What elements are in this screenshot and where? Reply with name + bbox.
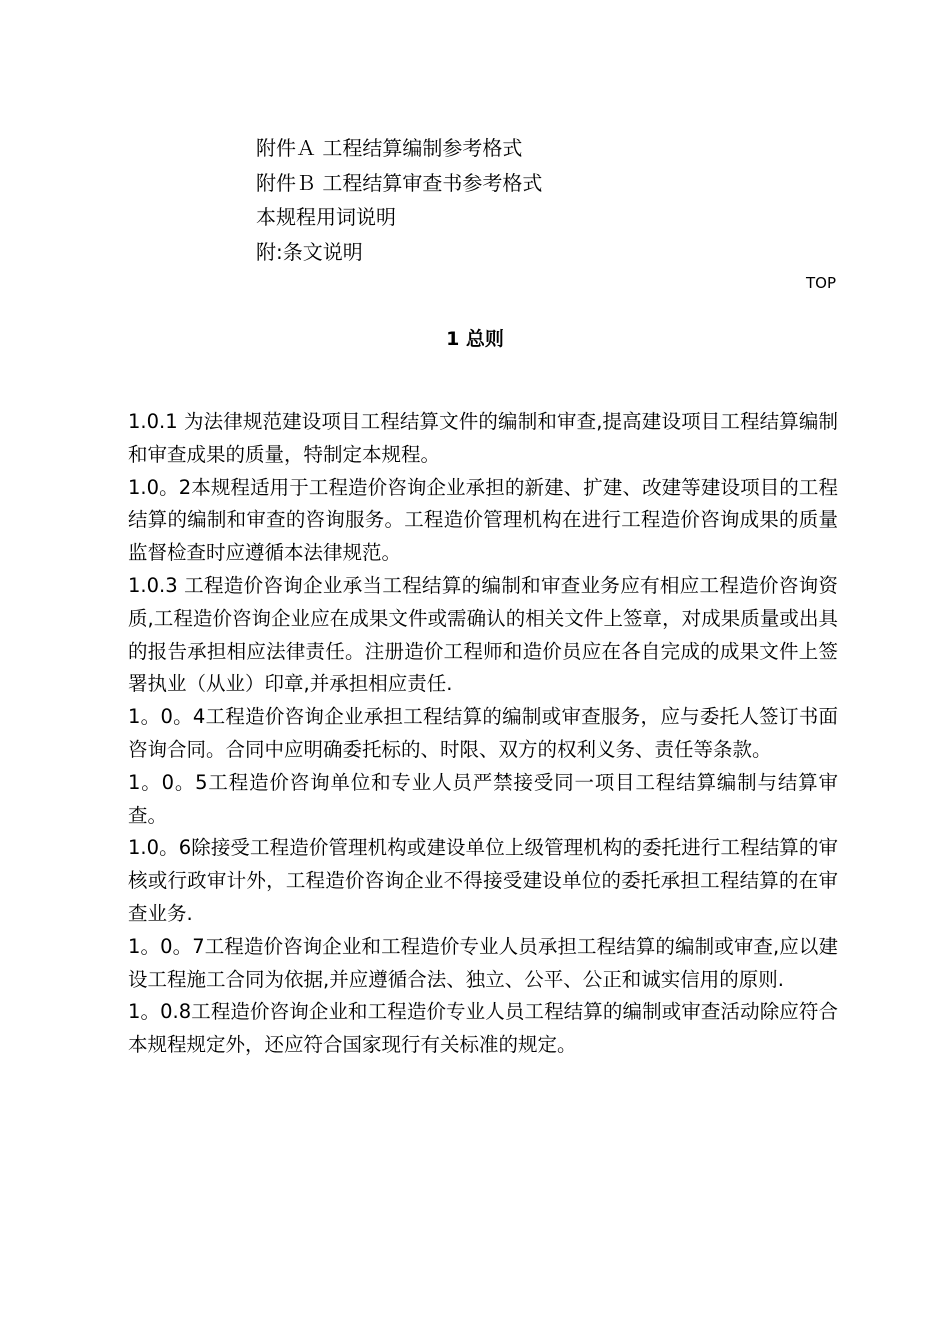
clause-1-0-5: 1。0。5工程造价咨询单位和专业人员严禁接受同一项目工程结算编制与结算审查。 [128, 770, 838, 827]
clause-1-0-4: 1。0。4工程造价咨询企业承担工程结算的编制或审查服务，应与委托人签订书面咨询合同。合同中应明确委托标的、时限、双方的权利义务、责任等条款。 [128, 705, 838, 761]
back-to-top-link[interactable]: TOP [805, 274, 836, 292]
clause-1-0-3: 1.0.3 工程造价咨询企业承当工程结算的编制和审查业务应有相应工程造价咨询资质,工程造价咨询企业应在成果文件或需确认的相关文件上签章，对成果质量或出具的报告承担相应法律责任。注册造价工程师和造价员应在各自完成的成果文件上签署执业（从业）印章,并承担相应责任. [128, 573, 838, 696]
toc-item-terminology[interactable]: 本规程用词说明 [256, 205, 396, 229]
clause-1-0-2: 1.0。2本规程适用于工程造价咨询企业承担的新建、扩建、改建等建设项目的工程结算的编制和审查的咨询服务。工程造价管理机构在进行工程造价咨询成果的质量监督检查时应遵循本法律规范。 [128, 475, 838, 565]
toc-item-clause-notes[interactable]: 附:条文说明 [256, 239, 363, 264]
toc-item-appendix-b[interactable]: 附件Ｂ 工程结算审查书参考格式 [256, 170, 543, 195]
clause-1-0-8: 1。0.8工程造价咨询企业和工程造价专业人员工程结算的编制或审查活动除应符合本规程规定外，还应符合国家现行有关标准的规定。 [128, 1000, 838, 1057]
clause-1-0-7: 1。0。7工程造价咨询企业和工程造价专业人员承担工程结算的编制或审查,应以建设工程施工合同为依据,并应遵循合法、独立、公平、公正和诚实信用的原则. [128, 934, 838, 991]
table-of-contents [256, 131, 816, 269]
chapter-body [128, 406, 838, 1062]
toc-item-appendix-a[interactable]: 附件Ａ 工程结算编制参考格式 [256, 136, 523, 160]
chapter-title: 1 总则 [446, 328, 504, 350]
clause-1-0-1: 1.0.1 为法律规范建设项目工程结算文件的编制和审查,提高建设项目工程结算编制和审查成果的质量，特制定本规程。 [128, 410, 838, 466]
clause-1-0-6: 1.0。6除接受工程造价管理机构或建设单位上级管理机构的委托进行工程结算的审核或行政审计外，工程造价咨询企业不得接受建设单位的委托承担工程结算的在审查业务. [128, 836, 838, 925]
